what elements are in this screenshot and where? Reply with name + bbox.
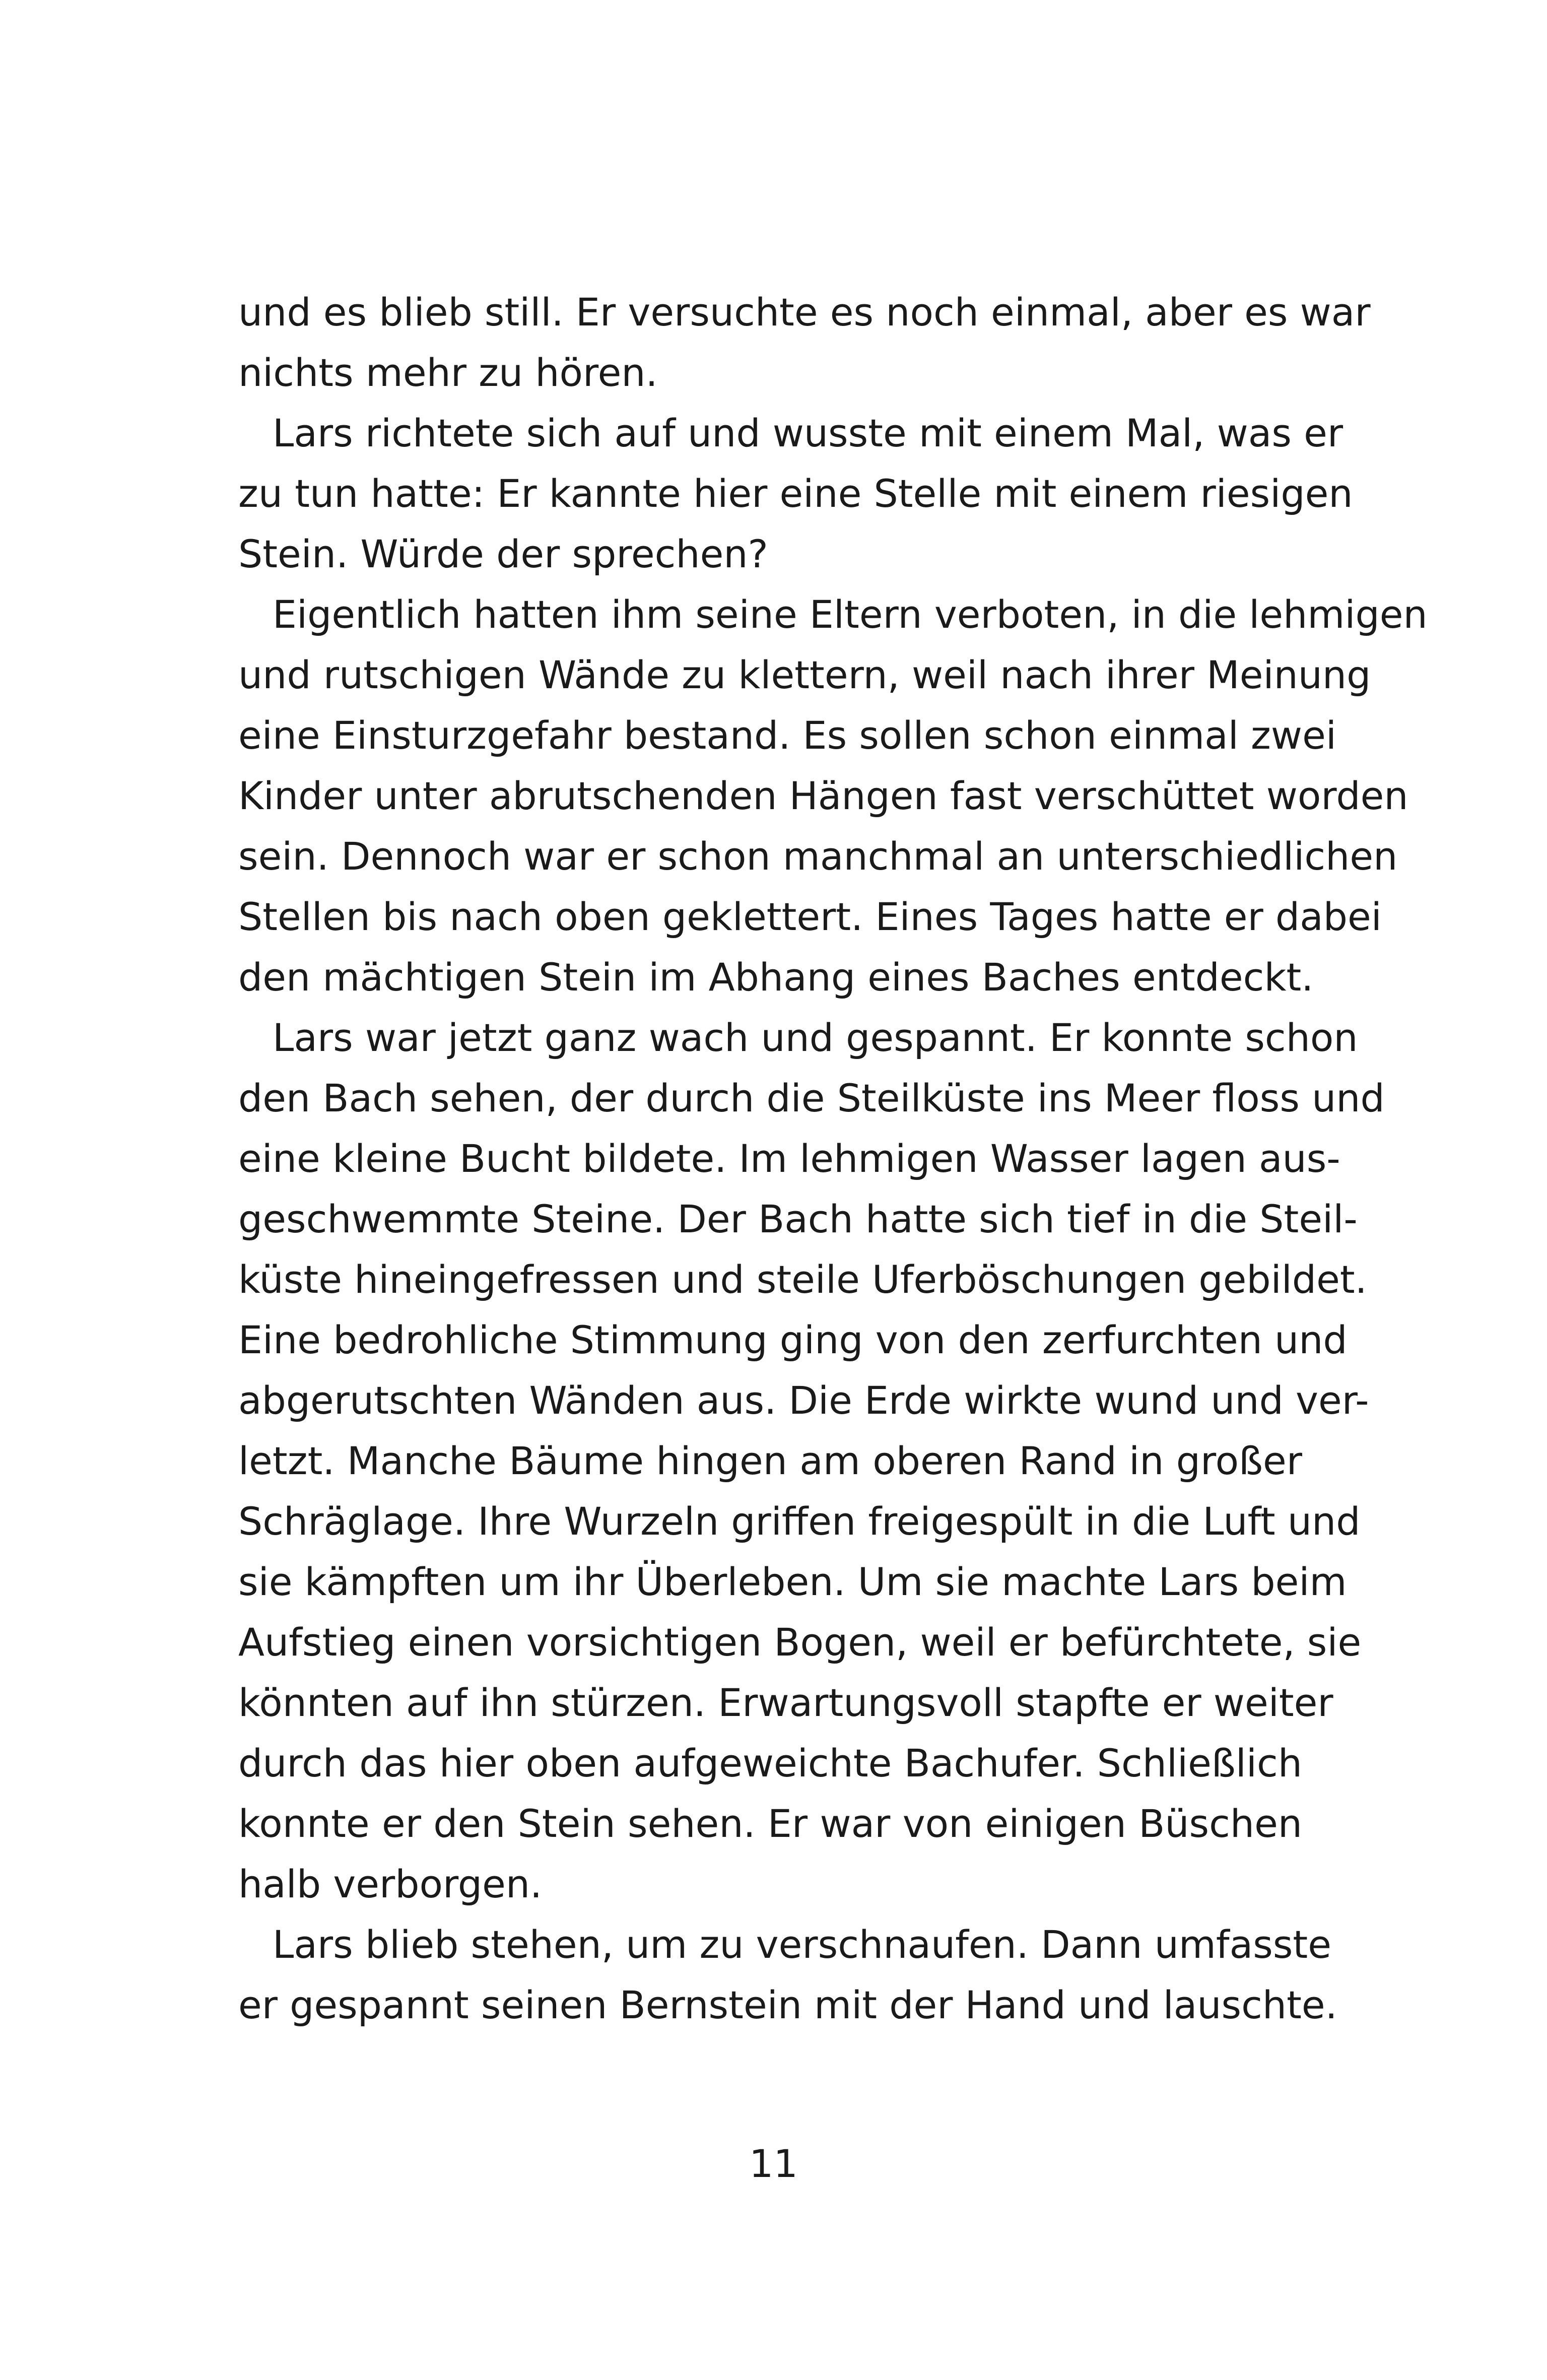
paragraph (238, 584, 1428, 1008)
text-line: nichts mehr zu hören. (238, 350, 658, 395)
text-line: er gespannt seinen Bernstein mit der Hand und lauschte. (238, 1982, 1337, 2027)
paragraph (238, 282, 1371, 403)
text-line: konnte er den Stein sehen. Er war von einigen Büschen (238, 1801, 1302, 1846)
text-line: Stein. Würde der sprechen? (238, 532, 768, 576)
text-line: sie kämpften um ihr Überleben. Um sie machte Lars beim (238, 1559, 1347, 1604)
text-line: eine kleine Bucht bildete. Im lehmigen Wasser lagen aus- (238, 1136, 1340, 1181)
text-line: Eigentlich hatten ihm seine Eltern verboten, in die lehmigen (273, 592, 1428, 637)
text-line: Stellen bis nach oben geklettert. Eines Tages hatte er dabei (238, 894, 1382, 939)
text-line: Lars richtete sich auf und wusste mit einem Mal, was er (273, 411, 1343, 455)
text-line: Lars war jetzt ganz wach und gespannt. Er konnte schon (273, 1015, 1358, 1060)
text-line: eine Einsturzgefahr bestand. Es sollen schon einmal zwei (238, 713, 1336, 758)
text-line: abgerutschten Wänden aus. Die Erde wirkte wund und ver- (238, 1378, 1369, 1423)
text-line: den mächtigen Stein im Abhang eines Baches entdeckt. (238, 955, 1314, 1000)
text-line: Kinder unter abrutschenden Hängen fast verschüttet worden (238, 773, 1408, 818)
paragraph (238, 1008, 1385, 1914)
text-line: letzt. Manche Bäume hingen am oberen Rand in großer (238, 1438, 1302, 1483)
text-line: Eine bedrohliche Stimmung ging von den zerfurchten und (238, 1317, 1348, 1362)
text-line: sein. Dennoch war er schon manchmal an unterschiedlichen (238, 834, 1398, 879)
text-line: zu tun hatte: Er kannte hier eine Stelle mit einem riesigen (238, 471, 1353, 516)
text-line: geschwemmte Steine. Der Bach hatte sich tief in die Steil- (238, 1197, 1358, 1241)
text-line: könnten auf ihn stürzen. Erwartungsvoll stapfte er weiter (238, 1680, 1333, 1725)
text-line: Lars blieb stehen, um zu verschnaufen. Dann umfasste (273, 1922, 1331, 1967)
paragraph (238, 1914, 1337, 2035)
text-line: und es blieb still. Er versuchte es noch einmal, aber es war (238, 290, 1371, 335)
page-number: 11 (749, 2141, 798, 2186)
text-line: halb verborgen. (238, 1862, 543, 1906)
paragraph (238, 403, 1353, 584)
text-line: küste hineingefressen und steile Uferböschungen gebildet. (238, 1257, 1367, 1302)
text-line: Aufstieg einen vorsichtigen Bogen, weil er befürchtete, sie (238, 1620, 1362, 1665)
text-line: den Bach sehen, der durch die Steilküste ins Meer floss und (238, 1076, 1385, 1120)
text-line: durch das hier oben aufgeweichte Bachufer. Schließlich (238, 1741, 1302, 1786)
text-line: und rutschigen Wände zu klettern, weil nach ihrer Meinung (238, 652, 1371, 697)
text-line: Schräglage. Ihre Wurzeln griffen freigespült in die Luft und (238, 1499, 1361, 1544)
body-text (238, 282, 1428, 2035)
